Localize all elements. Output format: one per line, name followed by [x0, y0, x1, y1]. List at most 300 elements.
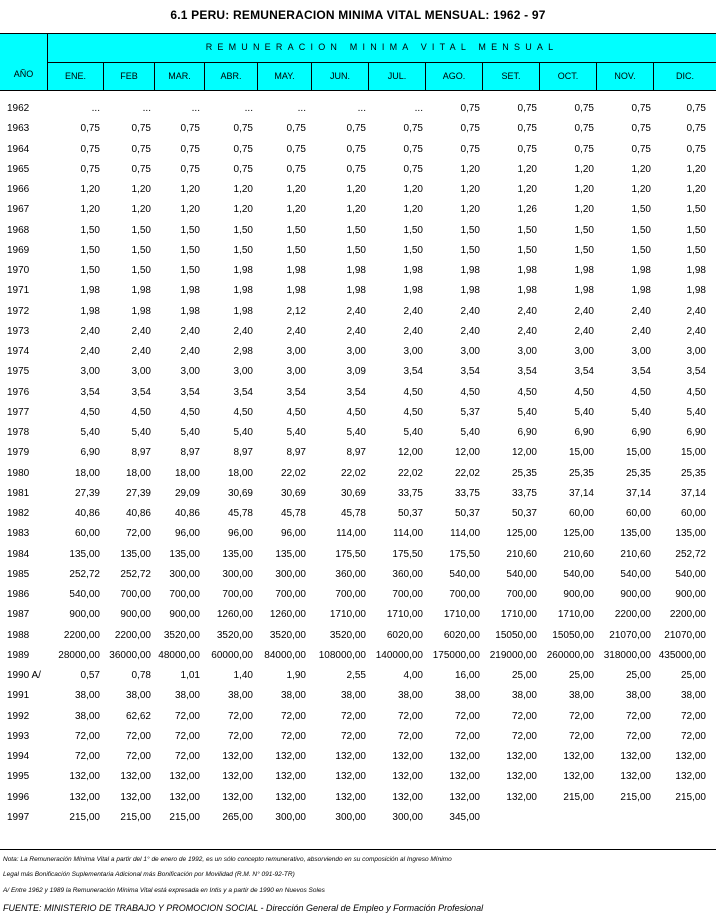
value-cell: 21070,00: [664, 630, 706, 641]
value-cell: 3520,00: [329, 630, 366, 641]
value-cell: 2,40: [233, 326, 253, 337]
value-cell: 210,60: [563, 549, 594, 560]
value-cell: 1,20: [631, 184, 651, 195]
value-cell: 1,98: [180, 285, 200, 296]
value-cell: 132,00: [222, 751, 253, 762]
value-cell: 1710,00: [443, 609, 480, 620]
value-cell: 5,40: [574, 407, 594, 418]
value-cell: 3,54: [574, 366, 594, 377]
value-cell: 3,00: [233, 366, 253, 377]
value-cell: 4,50: [131, 407, 151, 418]
value-cell: 1,50: [180, 265, 200, 276]
value-cell: 1,50: [233, 245, 253, 256]
value-cell: 8,97: [346, 447, 366, 458]
value-cell: 5,40: [460, 427, 480, 438]
year-column-header: AÑO: [0, 34, 48, 90]
value-cell: 38,00: [568, 690, 594, 701]
value-cell: 6,90: [80, 447, 100, 458]
year-cell: 1978: [7, 427, 30, 438]
value-cell: 4,50: [517, 387, 537, 398]
value-cell: 132,00: [620, 751, 651, 762]
value-cell: 1,20: [131, 204, 151, 215]
value-cell: 132,00: [275, 751, 306, 762]
year-cell: 1997: [7, 812, 30, 823]
value-cell: 2,40: [574, 306, 594, 317]
table-row: [0, 447, 716, 467]
value-cell: 4,50: [631, 387, 651, 398]
value-cell: 2,40: [346, 326, 366, 337]
value-cell: 2,40: [131, 326, 151, 337]
value-cell: 108000,00: [318, 650, 366, 661]
value-cell: 1,98: [517, 285, 537, 296]
value-cell: 0,75: [346, 123, 366, 134]
value-cell: 5,40: [346, 427, 366, 438]
value-cell: 4,50: [286, 407, 306, 418]
year-cell: 1979: [7, 447, 30, 458]
value-cell: 215,00: [120, 812, 151, 823]
month-header: MAY.: [258, 63, 312, 90]
month-header: SET.: [483, 63, 540, 90]
value-cell: 5,40: [286, 427, 306, 438]
year-cell: 1986: [7, 589, 30, 600]
value-cell: 700,00: [506, 589, 537, 600]
value-cell: 0,75: [80, 164, 100, 175]
value-cell: 318000,00: [603, 650, 651, 661]
value-cell: 72,00: [625, 711, 651, 722]
value-cell: 1,98: [631, 285, 651, 296]
table-header: [0, 33, 716, 91]
value-cell: 8,97: [180, 447, 200, 458]
month-header: JUN.: [312, 63, 369, 90]
value-cell: 132,00: [275, 771, 306, 782]
value-cell: 215,00: [169, 812, 200, 823]
value-cell: 72,00: [174, 731, 200, 742]
table-row: [0, 204, 716, 224]
value-cell: 3,00: [286, 366, 306, 377]
value-cell: 72,00: [280, 711, 306, 722]
value-cell: 1,50: [686, 245, 706, 256]
year-cell: 1966: [7, 184, 30, 195]
value-cell: 132,00: [169, 792, 200, 803]
value-cell: 72,00: [680, 711, 706, 722]
value-cell: 0,75: [80, 123, 100, 134]
value-cell: 1,50: [80, 265, 100, 276]
table-row: [0, 468, 716, 488]
value-cell: 1,50: [686, 225, 706, 236]
value-cell: 6,90: [517, 427, 537, 438]
value-cell: 3,54: [403, 366, 423, 377]
value-cell: 1,98: [403, 265, 423, 276]
value-cell: 36000,00: [109, 650, 151, 661]
value-cell: 2,40: [686, 306, 706, 317]
value-cell: 3,54: [686, 366, 706, 377]
value-cell: 29,09: [174, 488, 200, 499]
value-cell: 1,20: [286, 204, 306, 215]
value-cell: 96,00: [174, 528, 200, 539]
value-cell: 2200,00: [63, 630, 100, 641]
value-cell: 25,35: [511, 468, 537, 479]
table-row: [0, 690, 716, 710]
year-cell: 1977: [7, 407, 30, 418]
value-cell: 60000,00: [211, 650, 253, 661]
value-cell: 22,02: [397, 468, 423, 479]
value-cell: ...: [91, 103, 100, 114]
value-cell: 1,20: [233, 204, 253, 215]
value-cell: 1,98: [233, 306, 253, 317]
value-cell: 132,00: [222, 792, 253, 803]
value-cell: 37,14: [680, 488, 706, 499]
value-cell: 3,54: [517, 366, 537, 377]
value-cell: 0,75: [631, 144, 651, 155]
value-cell: 2,12: [286, 306, 306, 317]
value-cell: 1,20: [686, 164, 706, 175]
value-cell: 0,57: [80, 670, 100, 681]
value-cell: 22,02: [280, 468, 306, 479]
value-cell: 215,00: [563, 792, 594, 803]
value-cell: 21070,00: [609, 630, 651, 641]
value-cell: 15050,00: [495, 630, 537, 641]
value-cell: 215,00: [69, 812, 100, 823]
value-cell: 0,75: [460, 103, 480, 114]
value-cell: 1,50: [631, 204, 651, 215]
value-cell: 40,86: [174, 508, 200, 519]
value-cell: 2,40: [131, 346, 151, 357]
value-cell: 4,50: [346, 407, 366, 418]
value-cell: 1,20: [131, 184, 151, 195]
value-cell: 900,00: [120, 609, 151, 620]
value-cell: 1,98: [686, 285, 706, 296]
table-row: [0, 184, 716, 204]
value-cell: 1,20: [286, 184, 306, 195]
table-row: [0, 609, 716, 629]
value-cell: 1,50: [517, 245, 537, 256]
value-cell: 3,54: [286, 387, 306, 398]
value-cell: 540,00: [563, 569, 594, 580]
table-row: [0, 123, 716, 143]
value-cell: 1,98: [180, 306, 200, 317]
value-cell: 0,75: [517, 144, 537, 155]
value-cell: 60,00: [625, 508, 651, 519]
value-cell: 2,40: [180, 346, 200, 357]
table-row: [0, 528, 716, 548]
value-cell: 40,86: [74, 508, 100, 519]
value-cell: 33,75: [454, 488, 480, 499]
value-cell: 3520,00: [163, 630, 200, 641]
value-cell: 15,00: [680, 447, 706, 458]
value-cell: 700,00: [449, 589, 480, 600]
value-cell: 252,72: [69, 569, 100, 580]
value-cell: 265,00: [222, 812, 253, 823]
value-cell: 1,20: [517, 184, 537, 195]
table-row: [0, 285, 716, 305]
value-cell: 215,00: [675, 792, 706, 803]
value-cell: 700,00: [335, 589, 366, 600]
value-cell: 38,00: [74, 711, 100, 722]
value-cell: 3,54: [80, 387, 100, 398]
value-cell: 22,02: [340, 468, 366, 479]
value-cell: 45,78: [280, 508, 306, 519]
year-cell: 1988: [7, 630, 30, 641]
value-cell: 1,20: [180, 204, 200, 215]
value-cell: 900,00: [169, 609, 200, 620]
value-cell: 1,98: [80, 306, 100, 317]
value-cell: 2,40: [517, 326, 537, 337]
value-cell: 1,20: [460, 184, 480, 195]
value-cell: 1,20: [517, 164, 537, 175]
value-cell: 1,50: [180, 245, 200, 256]
value-cell: 1,50: [80, 225, 100, 236]
note-line: Nota: La Remuneración Mínima Vital a partir del 1° de enero de 1992, es un sólo concepto remunerativo, absorviendo en su composición al Ingreso Mínimo: [3, 856, 452, 863]
value-cell: 252,72: [675, 549, 706, 560]
value-cell: 2,40: [403, 306, 423, 317]
value-cell: 0,75: [180, 123, 200, 134]
value-cell: 3,00: [346, 346, 366, 357]
value-cell: 27,39: [74, 488, 100, 499]
value-cell: 62,62: [125, 711, 151, 722]
value-cell: 540,00: [620, 569, 651, 580]
value-cell: 132,00: [120, 792, 151, 803]
table-row: [0, 650, 716, 670]
year-cell: 1989: [7, 650, 30, 661]
source-line: FUENTE: MINISTERIO DE TRABAJO Y PROMOCION SOCIAL - Dirección General de Empleo y Formación Profesional: [3, 903, 484, 913]
value-cell: 3,00: [180, 366, 200, 377]
value-cell: 18,00: [174, 468, 200, 479]
value-cell: 48000,00: [158, 650, 200, 661]
year-cell: 1990 A/: [7, 670, 41, 681]
value-cell: 135,00: [69, 549, 100, 560]
value-cell: 114,00: [450, 528, 480, 539]
value-cell: 72,00: [227, 711, 253, 722]
value-cell: 6,90: [686, 427, 706, 438]
value-cell: 132,00: [222, 771, 253, 782]
value-cell: 1,98: [233, 285, 253, 296]
value-cell: 6020,00: [386, 630, 423, 641]
value-cell: 1,98: [631, 265, 651, 276]
value-cell: 15050,00: [552, 630, 594, 641]
value-cell: 435000,00: [658, 650, 706, 661]
value-cell: 210,60: [620, 549, 651, 560]
value-cell: 1,20: [346, 204, 366, 215]
table-row: [0, 306, 716, 326]
table-row: [0, 731, 716, 751]
value-cell: 1,50: [80, 245, 100, 256]
table-row: [0, 771, 716, 791]
value-cell: 0,75: [403, 144, 423, 155]
value-cell: 3,54: [346, 387, 366, 398]
value-cell: 300,00: [275, 812, 306, 823]
value-cell: 132,00: [169, 771, 200, 782]
value-cell: 1,50: [131, 245, 151, 256]
value-cell: 0,75: [460, 123, 480, 134]
value-cell: 1,98: [574, 285, 594, 296]
year-cell: 1996: [7, 792, 30, 803]
value-cell: 132,00: [675, 771, 706, 782]
value-cell: 132,00: [620, 771, 651, 782]
year-cell: 1971: [7, 285, 30, 296]
value-cell: 1,98: [517, 265, 537, 276]
table-row: [0, 164, 716, 184]
table-row: [0, 427, 716, 447]
value-cell: 28000,00: [58, 650, 100, 661]
value-cell: 3,00: [517, 346, 537, 357]
value-cell: 72,00: [174, 711, 200, 722]
value-cell: 0,75: [460, 144, 480, 155]
value-cell: 210,60: [506, 549, 537, 560]
value-cell: 1,20: [180, 184, 200, 195]
value-cell: 0,75: [403, 164, 423, 175]
value-cell: 1,20: [403, 184, 423, 195]
value-cell: 4,00: [403, 670, 423, 681]
value-cell: 12,00: [397, 447, 423, 458]
year-cell: 1964: [7, 144, 30, 155]
value-cell: 540,00: [506, 569, 537, 580]
value-cell: 2,40: [631, 326, 651, 337]
table-row: [0, 751, 716, 771]
value-cell: 215,00: [620, 792, 651, 803]
value-cell: 132,00: [335, 771, 366, 782]
value-cell: 3520,00: [269, 630, 306, 641]
value-cell: 5,40: [686, 407, 706, 418]
year-cell: 1968: [7, 225, 30, 236]
value-cell: 1,50: [286, 245, 306, 256]
value-cell: 45,78: [227, 508, 253, 519]
value-cell: 2,40: [180, 326, 200, 337]
table-row: [0, 812, 716, 832]
value-cell: 132,00: [335, 751, 366, 762]
value-cell: 900,00: [69, 609, 100, 620]
value-cell: 3520,00: [216, 630, 253, 641]
value-cell: 72,00: [625, 731, 651, 742]
table-row: [0, 488, 716, 508]
table-row: [0, 711, 716, 731]
value-cell: 2,40: [80, 346, 100, 357]
year-cell: 1993: [7, 731, 30, 742]
value-cell: 0,75: [517, 103, 537, 114]
value-cell: 60,00: [680, 508, 706, 519]
value-cell: 700,00: [222, 589, 253, 600]
value-cell: 132,00: [392, 792, 423, 803]
value-cell: 300,00: [222, 569, 253, 580]
value-cell: 45,78: [340, 508, 366, 519]
value-cell: 0,75: [346, 164, 366, 175]
value-cell: 175,50: [335, 549, 366, 560]
value-cell: 540,00: [675, 569, 706, 580]
value-cell: ...: [244, 103, 253, 114]
value-cell: 1,50: [131, 265, 151, 276]
year-cell: 1983: [7, 528, 30, 539]
value-cell: 1,20: [574, 164, 594, 175]
value-cell: 38,00: [74, 690, 100, 701]
value-cell: 360,00: [392, 569, 423, 580]
value-cell: 2,40: [460, 306, 480, 317]
value-cell: 132,00: [506, 771, 537, 782]
year-cell: 1962: [7, 103, 30, 114]
value-cell: 2200,00: [114, 630, 151, 641]
year-cell: 1965: [7, 164, 30, 175]
value-cell: 135,00: [675, 528, 706, 539]
month-header: FEB: [104, 63, 155, 90]
value-cell: 25,35: [625, 468, 651, 479]
value-cell: 30,69: [280, 488, 306, 499]
value-cell: 72,00: [680, 731, 706, 742]
table-row: [0, 326, 716, 346]
value-cell: 2,55: [346, 670, 366, 681]
value-cell: 0,75: [686, 103, 706, 114]
value-cell: 15,00: [625, 447, 651, 458]
value-cell: 72,00: [280, 731, 306, 742]
value-cell: 25,35: [680, 468, 706, 479]
value-cell: 2,98: [233, 346, 253, 357]
value-cell: 540,00: [69, 589, 100, 600]
value-cell: 1,50: [346, 225, 366, 236]
value-cell: 0,75: [180, 144, 200, 155]
value-cell: 219000,00: [489, 650, 537, 661]
value-cell: 1,98: [131, 306, 151, 317]
value-cell: 38,00: [511, 690, 537, 701]
value-cell: 5,40: [403, 427, 423, 438]
value-cell: 60,00: [74, 528, 100, 539]
value-cell: 22,02: [454, 468, 480, 479]
value-cell: 125,00: [563, 528, 594, 539]
value-cell: 8,97: [286, 447, 306, 458]
value-cell: 3,00: [686, 346, 706, 357]
value-cell: 72,00: [125, 751, 151, 762]
year-cell: 1991: [7, 690, 30, 701]
value-cell: 50,37: [511, 508, 537, 519]
table-row: [0, 144, 716, 164]
value-cell: 300,00: [169, 569, 200, 580]
value-cell: 1,50: [631, 245, 651, 256]
value-cell: 4,50: [403, 387, 423, 398]
value-cell: 300,00: [392, 812, 423, 823]
table-row: [0, 225, 716, 245]
value-cell: 2,40: [574, 326, 594, 337]
year-cell: 1976: [7, 387, 30, 398]
value-cell: 900,00: [675, 589, 706, 600]
value-cell: ...: [357, 103, 366, 114]
value-cell: 132,00: [563, 771, 594, 782]
value-cell: 50,37: [454, 508, 480, 519]
value-cell: 540,00: [449, 569, 480, 580]
value-cell: 1260,00: [216, 609, 253, 620]
value-cell: 37,14: [625, 488, 651, 499]
value-cell: 3,54: [233, 387, 253, 398]
value-cell: 72,00: [568, 711, 594, 722]
value-cell: 1,20: [460, 164, 480, 175]
value-cell: 16,00: [454, 670, 480, 681]
year-cell: 1967: [7, 204, 30, 215]
value-cell: ...: [414, 103, 423, 114]
month-header: ENE.: [48, 63, 104, 90]
value-cell: 72,00: [340, 711, 366, 722]
value-cell: 300,00: [275, 569, 306, 580]
value-cell: 4,50: [574, 387, 594, 398]
value-cell: 0,75: [403, 123, 423, 134]
value-cell: 2200,00: [669, 609, 706, 620]
value-cell: 1,50: [403, 245, 423, 256]
value-cell: 0,75: [131, 144, 151, 155]
value-cell: 175,50: [449, 549, 480, 560]
year-cell: 1975: [7, 366, 30, 377]
value-cell: 132,00: [392, 751, 423, 762]
value-cell: 0,75: [286, 144, 306, 155]
value-cell: 72,00: [454, 711, 480, 722]
value-cell: 6,90: [631, 427, 651, 438]
year-cell: 1982: [7, 508, 30, 519]
value-cell: 1710,00: [386, 609, 423, 620]
note-line: A/ Entre 1962 y 1989 la Remuneración Mínima Vital está expresada en Intis y a partir de 1990 en Nuevos Soles: [3, 887, 325, 894]
value-cell: 135,00: [275, 549, 306, 560]
